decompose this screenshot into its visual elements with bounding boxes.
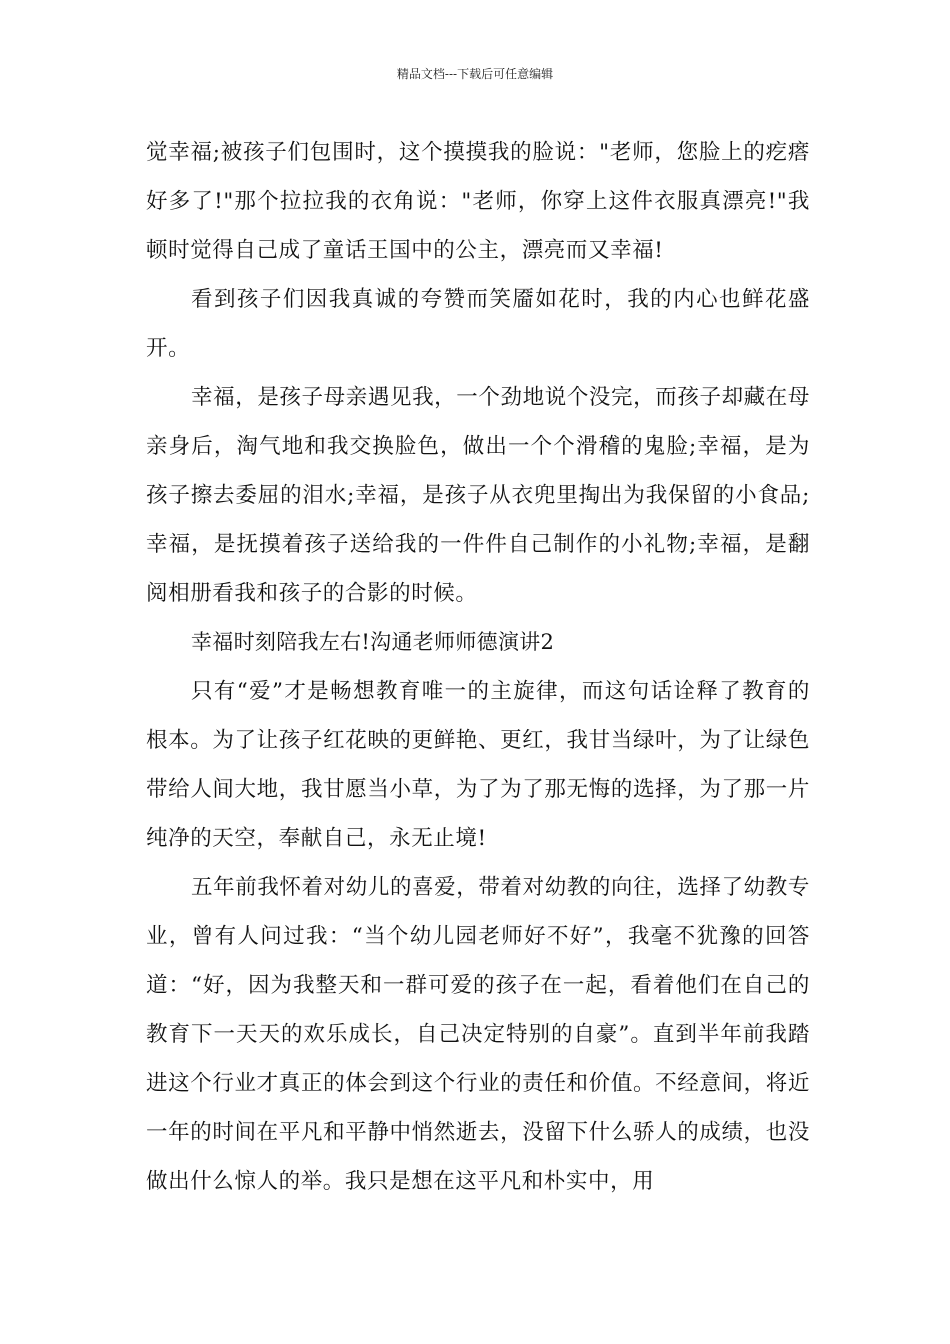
page-header: 精品文档---下载后可任意编辑 [396, 67, 554, 81]
paragraph: 幸福，是孩子母亲遇见我，一个劲地说个没完，而孩子却藏在母亲身后，淘气地和我交换脸色，做出一个个滑稽的鬼脸;幸福，是为孩子擦去委屈的泪水;幸福，是孩子从衣兜里掏出为我保留的小食品;幸福，是抚摸着孩子送给我的一件件自己制作的小礼物;幸福，是翻阅相册看我和孩子的合影的时候。 [146, 385, 810, 606]
paragraph: 看到孩子们因我真诚的夸赞而笑靥如花时，我的内心也鲜花盛开。 [146, 287, 810, 361]
paragraph: 只有“爱”才是畅想教育唯一的主旋律，而这句话诠释了教育的根本。为了让孩子红花映的更鲜艳、更红，我甘当绿叶，为了让绿色带给人间大地，我甘愿当小草，为了为了那无悔的选择，为了那一片纯净的天空，奉献自己，永无止境! [146, 679, 810, 851]
paragraph: 五年前我怀着对幼儿的喜爱，带着对幼教的向往，选择了幼教专业，曾有人问过我：“当个幼儿园老师好不好”，我毫不犹豫的回答道：“好，因为我整天和一群可爱的孩子在一起，看着他们在自己的教育下一天天的欢乐成长，自己决定特别的自豪”。直到半年前我踏进这个行业才真正的体会到这个行业的责任和价值。不经意间，将近一年的时间在平凡和平静中悄然逝去，没留下什么骄人的成绩，也没做出什么惊人的举。我只是想在这平凡和朴实中，用 [146, 875, 810, 1194]
document-body [146, 128, 810, 1206]
paragraph-continued: 觉幸福;被孩子们包围时，这个摸摸我的脸说："老师，您脸上的疙瘩好多了!"那个拉拉我的衣角说："老师，你穿上这件衣服真漂亮!"我顿时觉得自己成了童话王国中的公主，漂亮而又幸福! [146, 140, 810, 263]
section-title: 幸福时刻陪我左右!沟通老师师德演讲2 [191, 630, 555, 654]
